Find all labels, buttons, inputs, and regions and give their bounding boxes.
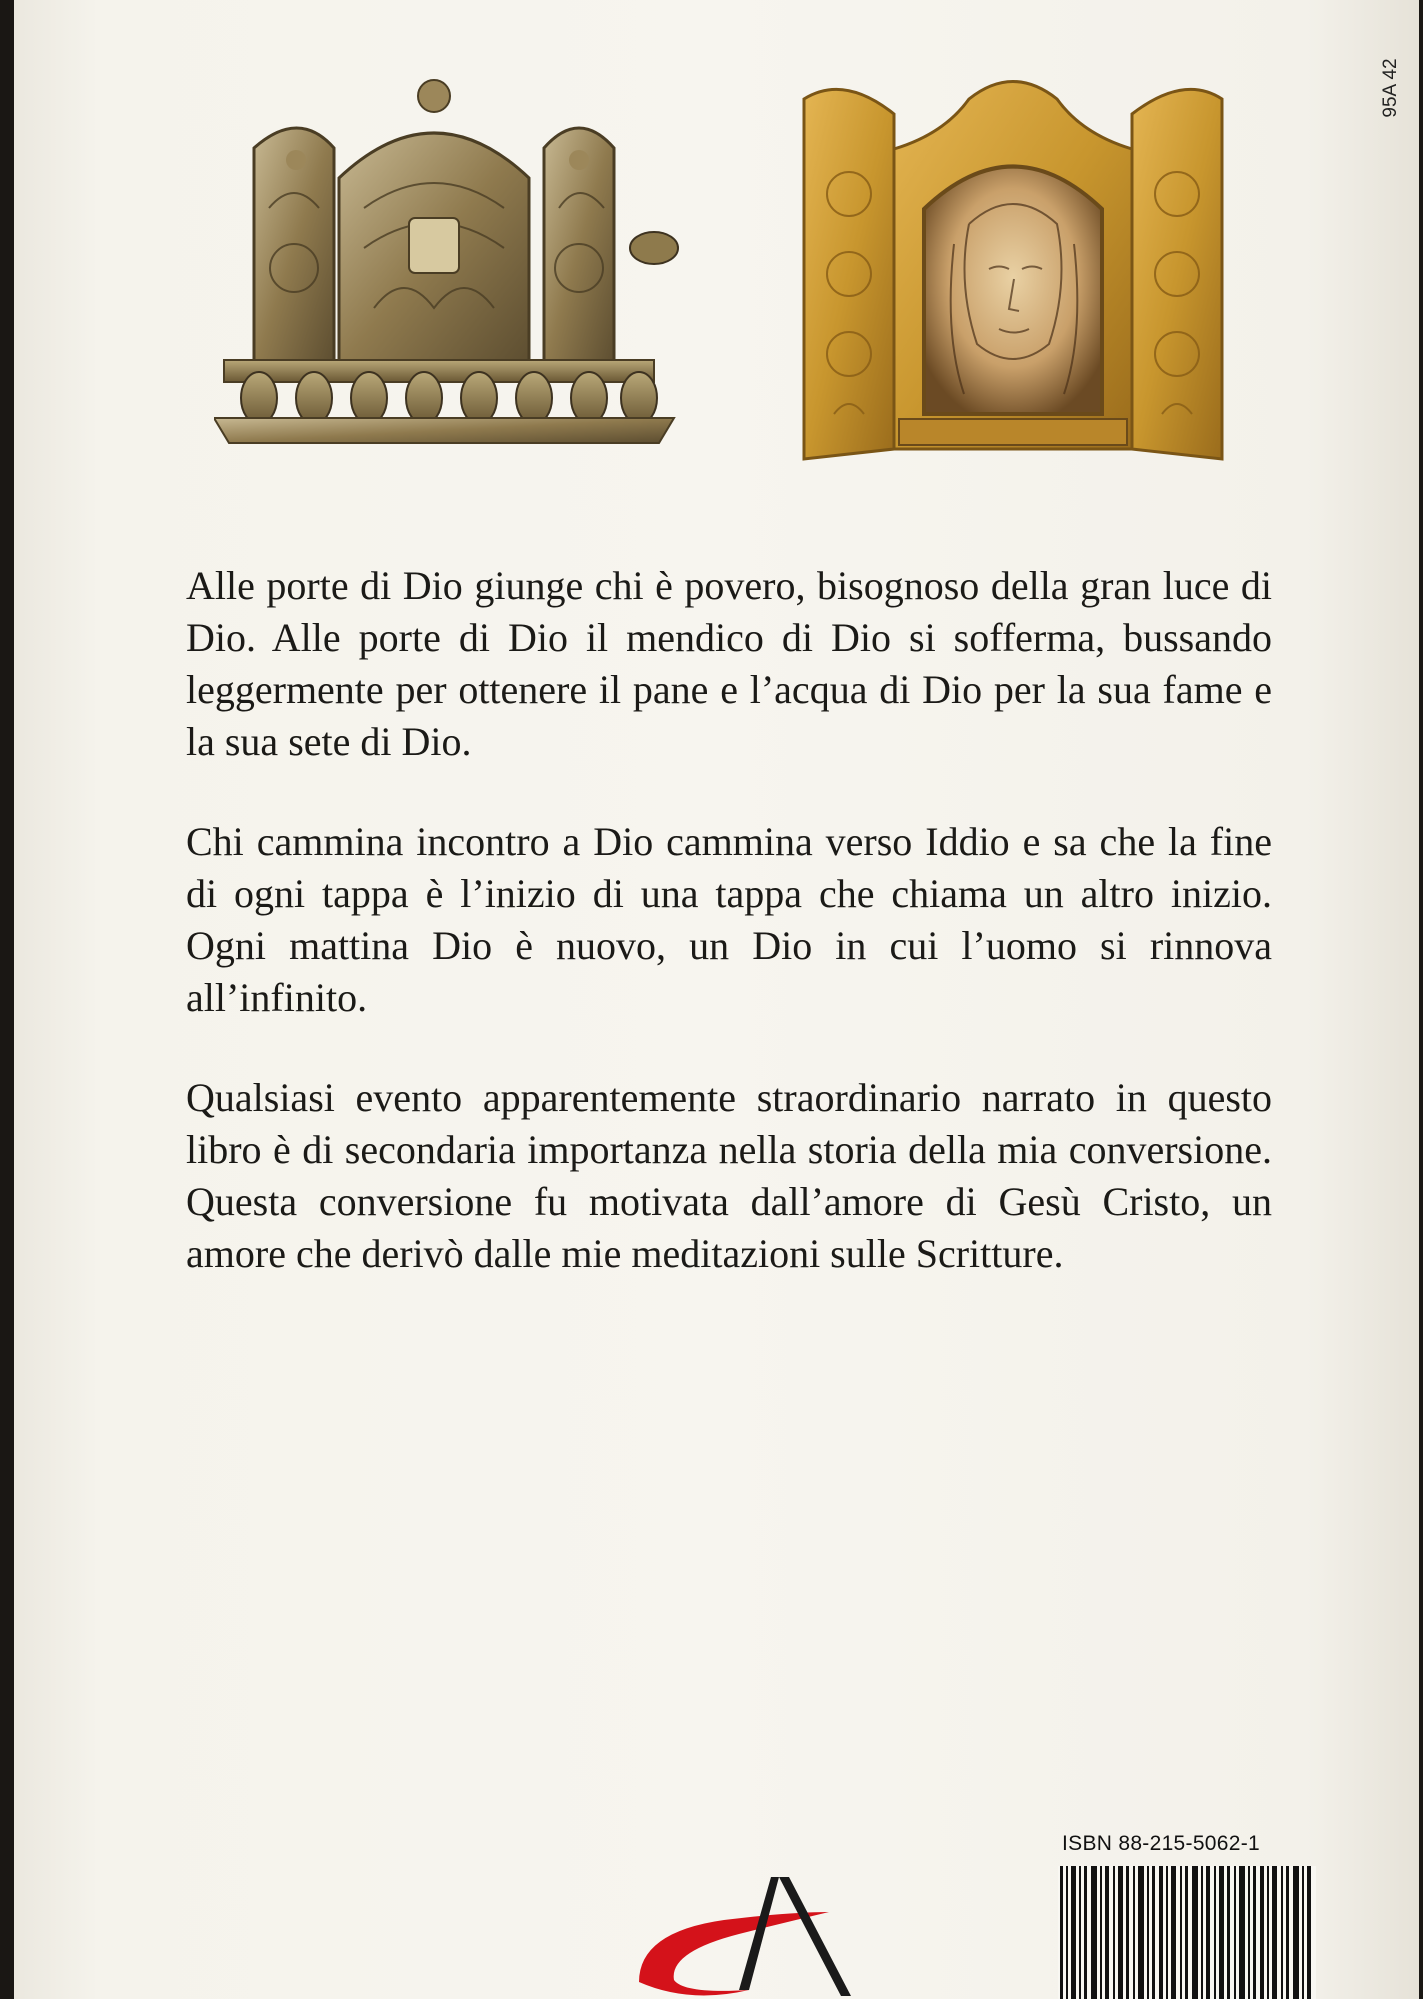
publisher-logo: [629, 1872, 854, 1999]
paragraph-3: Qualsiasi evento apparentemente straordinario narrato in questo libro è di secondaria importanza nella storia della mia conversione. Questa conversione fu motivata dall’amore di Gesù Cristo, un amore che derivò dalle mie meditazioni sulle Scritture.: [186, 1075, 1272, 1276]
triptych-image: [794, 74, 1232, 464]
barcode: [1058, 1866, 1316, 1999]
back-cover: [14, 0, 1419, 1999]
triptych-icon: [794, 74, 1232, 464]
paragraph-2: Chi cammina incontro a Dio cammina verso Iddio e sa che la fine di ogni tappa è l’inizio di una tappa che chiama un altro inizio. Ogni mattina Dio è nuovo, un Dio in cui l’uomo si rinnova all’infinito.: [186, 819, 1272, 1020]
isbn-label: ISBN 88-215-5062-1: [1062, 1832, 1261, 1855]
catalog-code: [1376, 58, 1406, 118]
catalog-code-text: 95A 42: [1380, 58, 1401, 118]
blurb-text: [186, 560, 1272, 1280]
menorah-image: [214, 68, 694, 468]
menorah-icon: [214, 68, 694, 468]
barcode-icon: [1058, 1866, 1316, 1999]
publisher-logo-icon: [629, 1872, 854, 1999]
paragraph-1: Alle porte di Dio giunge chi è povero, bisognoso della gran luce di Dio. Alle porte di Dio il mendico di Dio si sofferma, bussando leggermente per ottenere il pane e l’acqua di Dio per la sua fame e la sua sete di Dio.: [186, 563, 1272, 764]
